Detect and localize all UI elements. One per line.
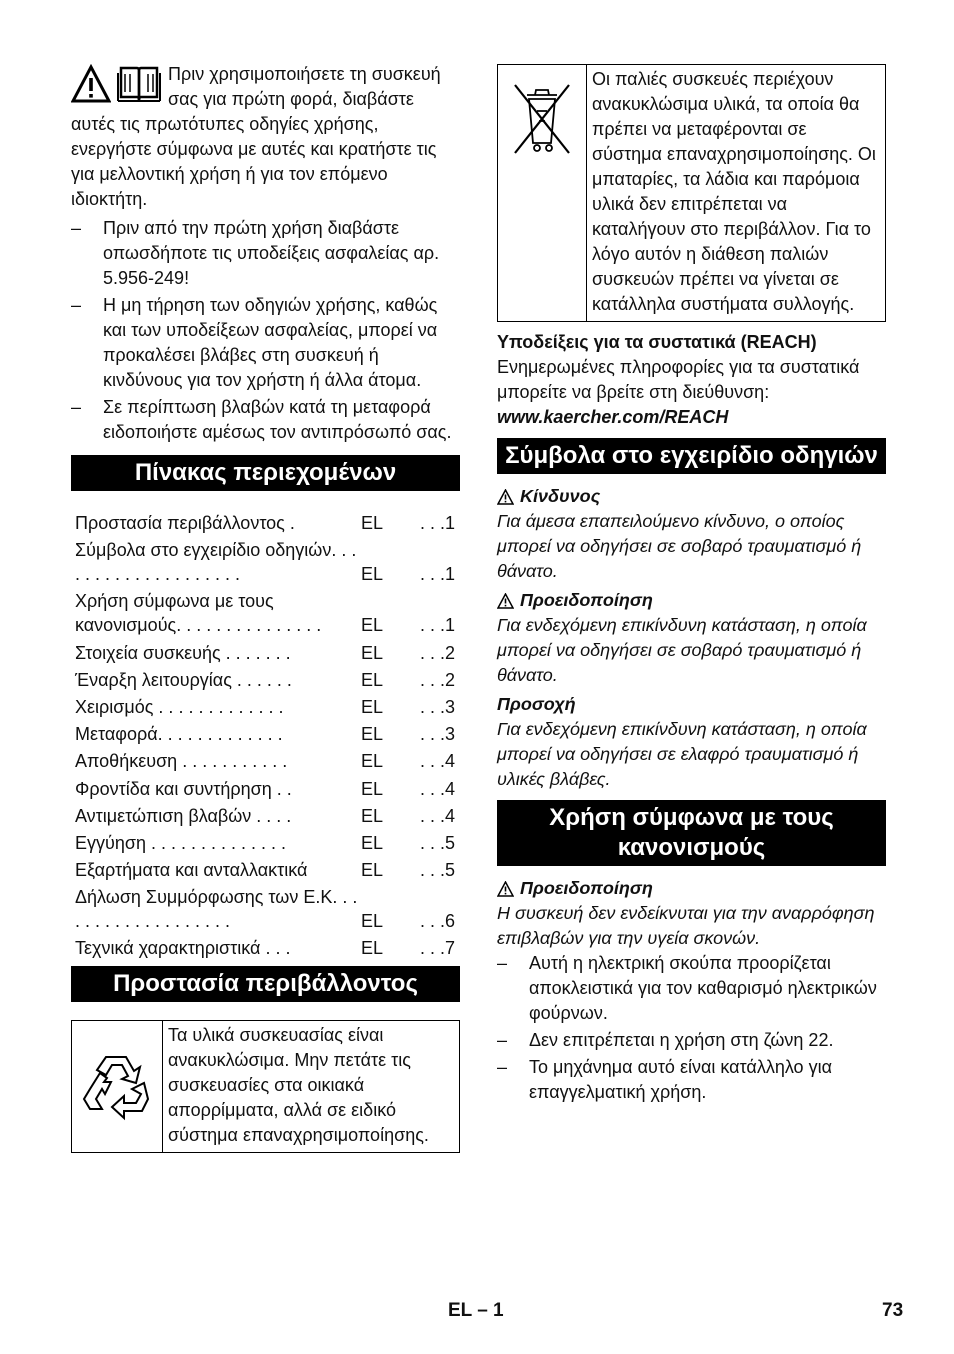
toc-page: . . .7 [419,938,455,959]
toc-title: Εξαρτήματα και ανταλλακτικά [75,860,308,881]
toc-title: Σύμβολα στο εγχειρίδιο οδηγιών. . . . . . . . . . . . . . . . . . . . [75,540,357,585]
toc-title: Χρήση σύμφωνα με τους κανονισμούς. . . . . . . . . . . . . . . [75,591,322,636]
environment-heading: Προστασία περιβάλλοντος [71,966,460,1002]
crossed-bin-icon [511,81,573,157]
toc-title: Δήλωση Συμμόρφωσης των Ε.Κ. . . . . . . . . . . . . . . . . . . [75,887,358,932]
warning-triangle-icon [497,489,514,505]
toc-page: . . .5 [419,860,455,881]
toc-page: . . .5 [419,832,455,853]
list-item: – Σε περίπτωση βλαβών κατά τη μεταφορά ειδοποιήστε αμέσως τον αντιπρόσωπό σας. [71,395,460,445]
toc-page: . . .4 [419,778,455,799]
toc-row[interactable] [75,695,460,719]
list-item: – Πριν από την πρώτη χρήση διαβάστε οπωσδήποτε τις υποδείξεις ασφαλείας αρ. 5.956-249! [71,216,460,291]
intro-section [71,62,460,445]
old-devices-text: Οι παλιές συσκευές περιέχουν ανακυκλώσιμα υλικά, τα οποία θα πρέπει να μεταφέρονται σε σύστημα επαναχρησιμοποίησης. Οι μπαταρίες, τα λάδια και παρόμοια υλικά δεν επιτρέπεται να καταλήγουν στο περιβάλλον. Για το λόγο αυτόν η διάθεση παλιών συσκευών πρέπει να γίνεται σε κατάλληλα συστήματα συλλογής. [592,69,876,314]
intro-icons [71,64,163,106]
list-item: – Το μηχάνημα αυτό είναι κατάλληλο για επαγγελματική χρήση. [497,1055,886,1105]
toc-row[interactable] [75,858,460,882]
toc-page: . . .6 [419,911,455,932]
danger-label-text: Κίνδυνος [520,486,601,506]
footer-section-label: EL – 1 [448,1300,504,1321]
toc-page: . . .4 [419,751,455,772]
intro-paragraph: Πριν χρησιμοποιήσετε τη συσκευή σας για πρώτη φορά, διαβάστε αυτές τις πρωτότυπες οδηγίες χρήσης, ενεργήστε σύμφωνα με αυτές και κρατήστε τις για μελλοντική χρήση ή για τον επόμενο ιδιοκτήτη. [71,64,441,209]
toc-heading: Πίνακας περιεχομένων [71,455,460,491]
toc-row[interactable] [75,804,460,828]
intro-list [71,216,460,445]
toc-row[interactable] [75,538,460,586]
toc-row[interactable] [75,777,460,801]
warning-triangle-icon [71,64,111,104]
usage-heading: Χρήση σύμφωνα με τους κανονισμούς [497,800,886,866]
danger-text: Για άμεσα επαπειλούμενο κίνδυνο, ο οποίος μπορεί να οδηγήσει σε σοβαρό τραυματισμό ή θάνατο. [497,511,862,581]
toc-lang: EL [361,805,384,826]
toc-lang: EL [361,911,384,932]
list-item: – Δεν επιτρέπεται η χρήση στη ζώνη 22. [497,1028,886,1053]
toc-lang: EL [361,642,384,663]
toc-title: Στοιχεία συσκευής . . . . . . . [75,642,291,663]
toc-title: Τεχνικά χαρακτηριστικά . . . [75,938,291,959]
warning-triangle-icon [497,593,514,609]
list-item: – Η μη τήρηση των οδηγιών χρήσης, καθώς και των υποδείξεων ασφαλείας, μπορεί να προκαλέσει βλάβες στη συσκευή ή κινδύνους για τον χρήστη ή άλλα άτομα. [71,293,460,393]
toc-lang: EL [361,513,384,533]
toc-page: . . .1 [419,615,455,636]
toc-lang: EL [361,564,384,585]
reach-link[interactable]: www.kaercher.com/REACH [497,407,729,427]
warning-triangle-icon [497,881,514,897]
toc-row[interactable] [75,511,460,535]
toc-title: Προστασία περιβάλλοντος . [75,513,295,533]
toc-row[interactable] [75,722,460,746]
symbols-section [497,484,886,792]
symbols-heading: Σύμβολα στο εγχειρίδιο οδηγιών [497,438,886,474]
toc-page: . . .3 [419,724,455,745]
recycle-icon [80,1051,154,1123]
toc-page: . . .3 [419,696,455,717]
toc-page: . . .2 [419,642,455,663]
toc-title: Αποθήκευση . . . . . . . . . . . [75,751,288,772]
toc-lang: EL [361,832,384,853]
manual-book-icon [117,64,161,104]
packaging-text: Τα υλικά συσκευασίας είναι ανακυκλώσιμα. Μην πετάτε τις συσκευασίες στα οικιακά απορρίμματα, αλλά σε ειδικό σύστημα επαναχρησιμοποίησης. [168,1025,429,1146]
toc-page: . . .1 [419,564,455,585]
right-column [497,64,886,1107]
toc-page: . . .4 [419,805,455,826]
toc-lang: EL [361,751,384,772]
reach-text: Ενημερωμένες πληροφορίες για τα συστατικά μπορείτε να βρείτε στη διεύθυνση: [497,357,860,402]
toc-title: Χειρισμός . . . . . . . . . . . . . [75,696,284,717]
page-number: 73 [882,1300,904,1321]
toc-row[interactable] [75,936,460,960]
toc-lang: EL [361,696,384,717]
usage-section [497,876,886,1105]
toc-title: Φροντίδα και συντήρηση . . [75,778,292,799]
toc-page: . . .1 [419,513,455,533]
toc-lang: EL [361,778,384,799]
usage-warning-text: Η συσκευή δεν ενδείκνυται για την αναρρόφηση επιβλαβών για την υγεία σκονών. [497,903,875,948]
toc-row[interactable] [75,885,460,933]
toc-lang: EL [361,669,384,690]
old-devices-icon-cell [498,65,587,321]
toc-row[interactable] [75,641,460,665]
toc-lang: EL [361,615,384,636]
toc-row[interactable] [75,831,460,855]
warning-text: Για ενδεχόμενη επικίνδυνη κατάσταση, η οποία μπορεί να οδηγήσει σε σοβαρό τραυματισμό ή θάνατο. [497,615,867,685]
usage-warning-label [497,876,886,901]
toc-row[interactable] [75,668,460,692]
warning-label-text: Προειδοποίηση [520,590,653,610]
toc-lang: EL [361,860,384,881]
toc-title: Μεταφορά. . . . . . . . . . . . . [75,724,283,745]
caution-text: Για ενδεχόμενη επικίνδυνη κατάσταση, η οποία μπορεί να οδηγήσει σε ελαφρό τραυματισμό ή υλικές βλάβες. [497,719,867,789]
toc-lang: EL [361,938,384,959]
toc-title: Έναρξη λειτουργίας . . . . . . [75,669,292,690]
caution-label: Προσοχή [497,694,576,714]
toc-page: . . .2 [419,669,455,690]
toc-row[interactable] [75,749,460,773]
toc-title: Εγγύηση . . . . . . . . . . . . . . [75,832,287,853]
left-column [71,62,460,1153]
usage-warning-label-text: Προειδοποίηση [520,878,653,898]
packaging-icon-cell [72,1021,163,1152]
table-of-contents [71,511,460,960]
reach-title: Υποδείξεις για τα συστατικά (REACH) [497,332,817,352]
packaging-box [71,1020,460,1153]
list-item: – Αυτή η ηλεκτρική σκούπα προορίζεται αποκλειστικά για τον καθαρισμό ηλεκτρικών φούρνων. [497,951,886,1026]
toc-lang: EL [361,724,384,745]
old-devices-box [497,64,886,322]
toc-row[interactable] [75,589,460,637]
warning-label [497,588,886,613]
danger-label [497,484,886,509]
usage-list [497,951,886,1105]
toc-title: Αντιμετώπιση βλαβών . . . . [75,805,292,826]
reach-section [497,330,886,430]
